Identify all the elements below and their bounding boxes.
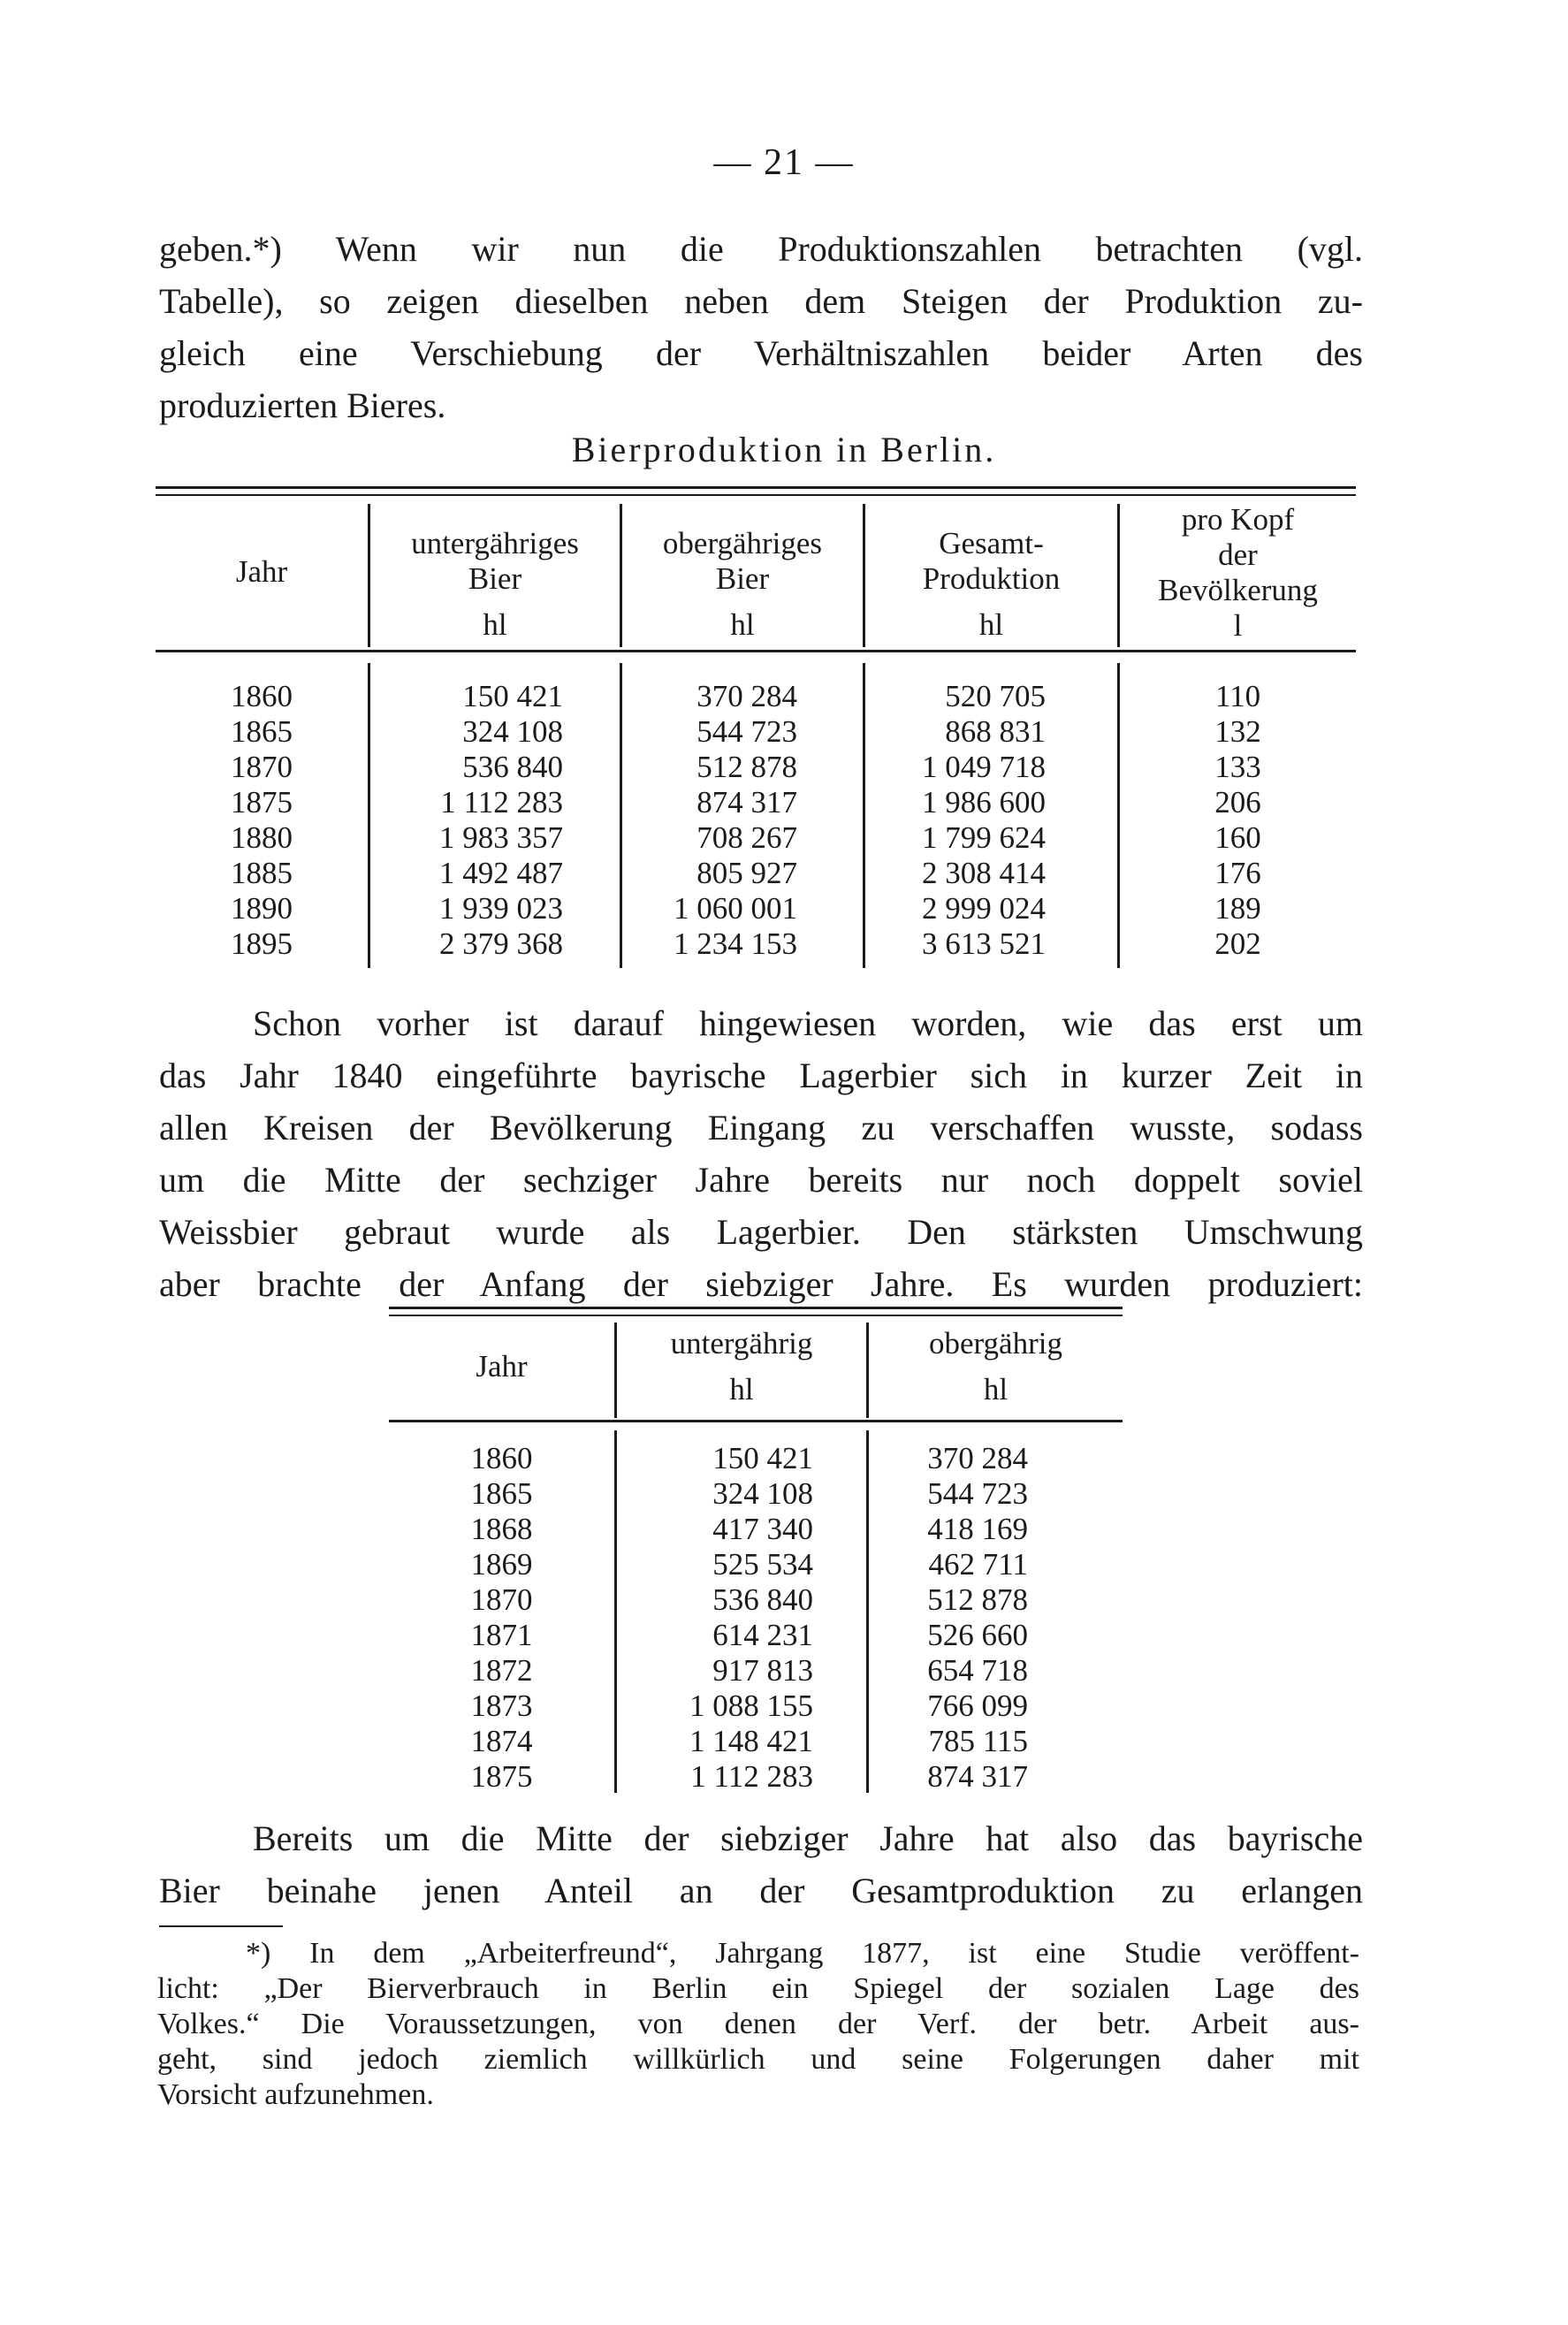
header-unit: hl (729, 1372, 754, 1406)
header-text: Jahr (235, 554, 288, 589)
cell-jahr: 1895 (231, 926, 293, 961)
header-text: obergährig (929, 1326, 1062, 1361)
header-untergaehrig (617, 1326, 866, 1407)
cell-obergaehriges: 544 723 (696, 714, 797, 749)
header-jahr (156, 554, 368, 590)
cell-jahr: 1868 (470, 1512, 533, 1546)
cell-untergaehrig: 324 108 (712, 1476, 813, 1511)
header-jahr (389, 1349, 614, 1384)
footnote-line: Vorsicht aufzunehmen. (157, 2078, 434, 2111)
cell-obergaehrig: 766 099 (927, 1688, 1028, 1723)
header-gesamt (865, 526, 1117, 643)
cell-jahr: 1880 (231, 820, 293, 855)
footnote-line: *) In dem „Arbeiterfreund“, Jahrgang 1877, ist eine Studie veröffent- (246, 1937, 1359, 1970)
cell-obergaehrig: 654 718 (927, 1653, 1028, 1688)
production-table-seventies (389, 1307, 1123, 1810)
cell-obergaehrig: 526 660 (927, 1618, 1028, 1652)
cell-pro-kopf: 110 (1214, 679, 1261, 713)
table-rule-top-thin (156, 494, 1356, 496)
header-unit: hl (978, 607, 1004, 642)
header-unit: l (1233, 608, 1243, 643)
cell-pro-kopf: 202 (1214, 926, 1261, 961)
header-text: Produktion (922, 561, 1061, 596)
cell-obergaehrig: 370 284 (927, 1441, 1028, 1475)
footnote-line: Volkes.“ Die Voraussetzungen, von denen der Verf. der betr. Arbeit aus- (157, 2008, 1359, 2040)
table-rule-top (156, 486, 1356, 489)
cell-jahr: 1865 (470, 1476, 533, 1511)
cell-obergaehriges: 1 060 001 (674, 891, 797, 926)
page-number: — 21 — (713, 142, 855, 183)
table-rule-top (389, 1307, 1123, 1309)
cell-obergaehriges: 874 317 (696, 785, 797, 819)
cell-untergaehrig: 417 340 (712, 1512, 813, 1546)
column-untergaehriges (370, 679, 563, 962)
cell-untergaehrig: 1 148 421 (689, 1724, 813, 1758)
header-unit: hl (983, 1372, 1009, 1406)
header-text: obergähriges (662, 526, 823, 560)
footnote-line: geht, sind jedoch ziemlich willkürlich und seine Folgerungen daher mit (157, 2043, 1359, 2076)
cell-pro-kopf: 206 (1214, 785, 1261, 819)
cell-obergaehriges: 512 878 (696, 750, 797, 784)
text-line: Bereits um die Mitte der siebziger Jahre hat also das bayrische (253, 1818, 1363, 1858)
cell-jahr: 1874 (470, 1724, 533, 1758)
cell-jahr: 1871 (470, 1618, 533, 1652)
cell-untergaehriges: 1 492 487 (439, 856, 563, 890)
text-line: Weissbier gebraut wurde als Lagerbier. Den stärksten Umschwung (159, 1212, 1363, 1252)
text-line: allen Kreisen der Bevölkerung Eingang zu verschaffen wusste, sodass (159, 1108, 1363, 1147)
text-line: Bier beinahe jenen Anteil an der Gesamtproduktion zu erlangen (159, 1871, 1363, 1910)
header-text: untergährig (670, 1326, 813, 1361)
text-line: geben.*) Wenn wir nun die Produktionszahlen betrachten (vgl. (159, 229, 1363, 269)
header-obergaehriges (622, 526, 863, 643)
footnote (157, 1936, 1359, 2113)
cell-jahr: 1860 (231, 679, 293, 713)
cell-untergaehriges: 1 112 283 (440, 785, 563, 819)
column-obergaehrig (869, 1441, 1028, 1795)
cell-untergaehriges: 150 421 (462, 679, 563, 713)
table-rule-top-thin (389, 1315, 1123, 1316)
cell-untergaehrig: 1 112 283 (690, 1759, 813, 1794)
cell-jahr: 1860 (470, 1441, 533, 1475)
text-line: gleich eine Verschiebung der Verhältniszahlen beider Arten des (159, 333, 1363, 373)
cell-untergaehrig: 525 534 (712, 1547, 813, 1582)
cell-obergaehrig: 874 317 (927, 1759, 1028, 1794)
cell-jahr: 1872 (470, 1653, 533, 1688)
middle-paragraph (159, 997, 1363, 1310)
column-jahr (156, 679, 368, 962)
header-unit: hl (730, 607, 755, 642)
table-rule-header (389, 1420, 1123, 1422)
header-unit: hl (483, 607, 507, 642)
cell-gesamt: 1 986 600 (922, 785, 1046, 819)
header-text: untergähriges (411, 526, 579, 560)
cell-jahr: 1890 (231, 891, 293, 926)
column-pro-kopf (1120, 679, 1356, 962)
cell-untergaehriges: 536 840 (462, 750, 563, 784)
cell-obergaehrig: 785 115 (928, 1724, 1028, 1758)
footnote-line: licht: „Der Bierverbrauch in Berlin ein Spiegel der sozialen Lage des (157, 1972, 1359, 2005)
cell-jahr: 1870 (470, 1582, 533, 1617)
text-line: um die Mitte der sechziger Jahre bereits nur noch doppelt soviel (159, 1160, 1363, 1200)
header-text: pro Kopf (1181, 502, 1295, 537)
cell-gesamt: 520 705 (945, 679, 1046, 713)
cell-untergaehriges: 1 983 357 (439, 820, 563, 855)
intro-paragraph (159, 223, 1363, 431)
cell-gesamt: 3 613 521 (922, 926, 1046, 961)
header-text: Bier (468, 561, 522, 596)
cell-obergaehrig: 512 878 (927, 1582, 1028, 1617)
cell-obergaehrig: 418 169 (927, 1512, 1028, 1546)
cell-pro-kopf: 132 (1214, 714, 1261, 749)
cell-gesamt: 2 308 414 (922, 856, 1046, 890)
cell-jahr: 1870 (231, 750, 293, 784)
cell-jahr: 1873 (470, 1688, 533, 1723)
header-text: Bevölkerung (1158, 573, 1318, 607)
production-table (156, 486, 1356, 990)
cell-untergaehriges: 324 108 (462, 714, 563, 749)
cell-gesamt: 868 831 (945, 714, 1046, 749)
footnote-rule (159, 1925, 283, 1927)
header-text: Bier (715, 561, 770, 596)
cell-pro-kopf: 133 (1214, 750, 1261, 784)
cell-jahr: 1869 (470, 1547, 533, 1582)
text-line: Tabelle), so zeigen dieselben neben dem Steigen der Produktion zu- (159, 281, 1363, 321)
header-obergaehrig (869, 1326, 1123, 1407)
cell-pro-kopf: 160 (1214, 820, 1261, 855)
header-pro-kopf (1120, 502, 1356, 644)
cell-jahr: 1875 (470, 1759, 533, 1794)
cell-gesamt: 1 799 624 (922, 820, 1046, 855)
column-gesamt (865, 679, 1046, 962)
cell-jahr: 1875 (231, 785, 293, 819)
cell-untergaehriges: 1 939 023 (439, 891, 563, 926)
cell-untergaehrig: 1 088 155 (689, 1688, 813, 1723)
cell-untergaehrig: 150 421 (712, 1441, 813, 1475)
cell-obergaehriges: 370 284 (696, 679, 797, 713)
cell-untergaehrig: 917 813 (712, 1653, 813, 1688)
header-text: Gesamt- (939, 526, 1044, 560)
cell-obergaehrig: 462 711 (928, 1547, 1028, 1582)
cell-obergaehriges: 708 267 (696, 820, 797, 855)
cell-gesamt: 2 999 024 (922, 891, 1046, 926)
cell-gesamt: 1 049 718 (922, 750, 1046, 784)
column-obergaehriges (622, 679, 797, 962)
text-line: aber brachte der Anfang der siebziger Jahre. Es wurden produziert: (159, 1264, 1363, 1304)
cell-pro-kopf: 189 (1214, 891, 1261, 926)
cell-obergaehriges: 1 234 153 (674, 926, 797, 961)
text-line: das Jahr 1840 eingeführte bayrische Lagerbier sich in kurzer Zeit in (159, 1056, 1363, 1095)
cell-obergaehriges: 805 927 (696, 856, 797, 890)
header-text: Jahr (476, 1349, 528, 1384)
cell-jahr: 1865 (231, 714, 293, 749)
cell-untergaehrig: 614 231 (712, 1618, 813, 1652)
column-jahr (389, 1441, 614, 1795)
column-untergaehrig (617, 1441, 813, 1795)
text-line: Schon vorher ist darauf hingewiesen worden, wie das erst um (253, 1003, 1363, 1043)
table-rule-header (156, 650, 1356, 652)
cell-obergaehrig: 544 723 (927, 1476, 1028, 1511)
table-caption: Bierproduktion in Berlin. (571, 430, 997, 469)
cell-pro-kopf: 176 (1214, 856, 1261, 890)
closing-paragraph (159, 1812, 1363, 1917)
text-line: produzierten Bieres. (159, 385, 446, 425)
header-text: der (1218, 537, 1258, 572)
header-untergaehriges (370, 526, 620, 643)
cell-untergaehrig: 536 840 (712, 1582, 813, 1617)
cell-untergaehriges: 2 379 368 (439, 926, 563, 961)
cell-jahr: 1885 (231, 856, 293, 890)
